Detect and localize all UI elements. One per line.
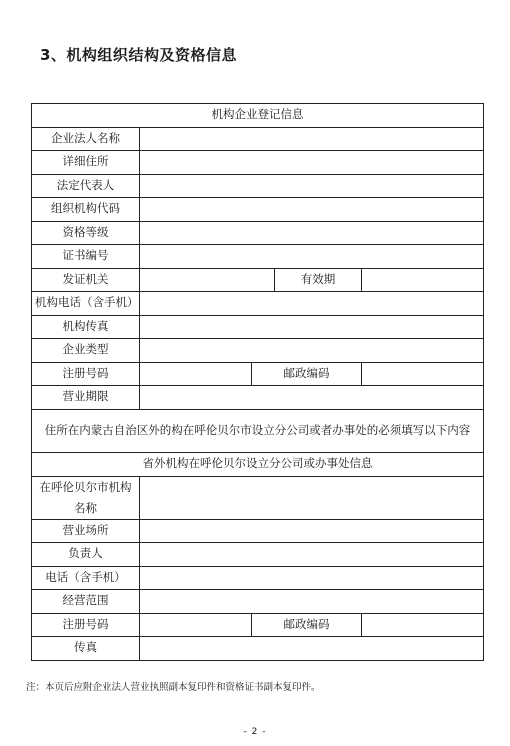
- label-manager: 负责人: [32, 543, 140, 567]
- label-issuer: 发证机关: [32, 268, 140, 292]
- page-number: - 2 -: [243, 727, 267, 737]
- label-term: 营业期限: [32, 386, 140, 410]
- field-validity[interactable]: [362, 268, 484, 292]
- field-scope[interactable]: [140, 590, 484, 614]
- section2-title: 省外机构在呼伦贝尔设立分公司或办事处信息: [32, 452, 484, 476]
- label-qualification: 资格等级: [32, 221, 140, 245]
- label-reg-no: 注册号码: [32, 362, 140, 386]
- field-qualification[interactable]: [140, 221, 484, 245]
- label-fax: 机构传真: [32, 315, 140, 339]
- label-legal-rep: 法定代表人: [32, 174, 140, 198]
- field-premises[interactable]: [140, 519, 484, 543]
- section1-title: 机构企业登记信息: [32, 104, 484, 128]
- field-branch-name[interactable]: [140, 476, 484, 519]
- field-branch-reg-no[interactable]: [140, 613, 252, 637]
- label-address: 详细住所: [32, 151, 140, 175]
- label-branch-phone: 电话（含手机）: [32, 566, 140, 590]
- label-legal-name: 企业法人名称: [32, 127, 140, 151]
- footnote: 注：本页后应附企业法人营业执照副本复印件和资格证书副本复印件。: [26, 682, 321, 693]
- label-branch-name: 在呼伦贝尔市机构名称: [32, 476, 140, 519]
- label-branch-fax: 传真: [32, 637, 140, 661]
- label-premises: 营业场所: [32, 519, 140, 543]
- label-phone: 机构电话（含手机）: [32, 292, 140, 316]
- label-cert-no: 证书编号: [32, 245, 140, 269]
- field-legal-name[interactable]: [140, 127, 484, 151]
- field-branch-phone[interactable]: [140, 566, 484, 590]
- label-company-type: 企业类型: [32, 339, 140, 363]
- section-heading: 3、机构组织结构及资格信息: [40, 46, 237, 64]
- field-branch-fax[interactable]: [140, 637, 484, 661]
- label-org-code: 组织机构代码: [32, 198, 140, 222]
- field-term[interactable]: [140, 386, 484, 410]
- registration-form-table: [31, 103, 484, 661]
- field-issuer[interactable]: [140, 268, 275, 292]
- field-reg-no[interactable]: [140, 362, 252, 386]
- label-branch-reg-no: 注册号码: [32, 613, 140, 637]
- field-manager[interactable]: [140, 543, 484, 567]
- field-company-type[interactable]: [140, 339, 484, 363]
- field-org-code[interactable]: [140, 198, 484, 222]
- label-branch-postcode: 邮政编码: [252, 613, 362, 637]
- label-validity: 有效期: [275, 268, 362, 292]
- field-address[interactable]: [140, 151, 484, 175]
- label-postcode: 邮政编码: [252, 362, 362, 386]
- field-cert-no[interactable]: [140, 245, 484, 269]
- branch-requirement-note: 住所在内蒙古自治区外的构在呼伦贝尔市设立分公司或者办事处的必须填写以下内容: [32, 409, 484, 452]
- field-phone[interactable]: [140, 292, 484, 316]
- field-postcode[interactable]: [362, 362, 484, 386]
- field-branch-postcode[interactable]: [362, 613, 484, 637]
- field-legal-rep[interactable]: [140, 174, 484, 198]
- field-fax[interactable]: [140, 315, 484, 339]
- label-scope: 经营范围: [32, 590, 140, 614]
